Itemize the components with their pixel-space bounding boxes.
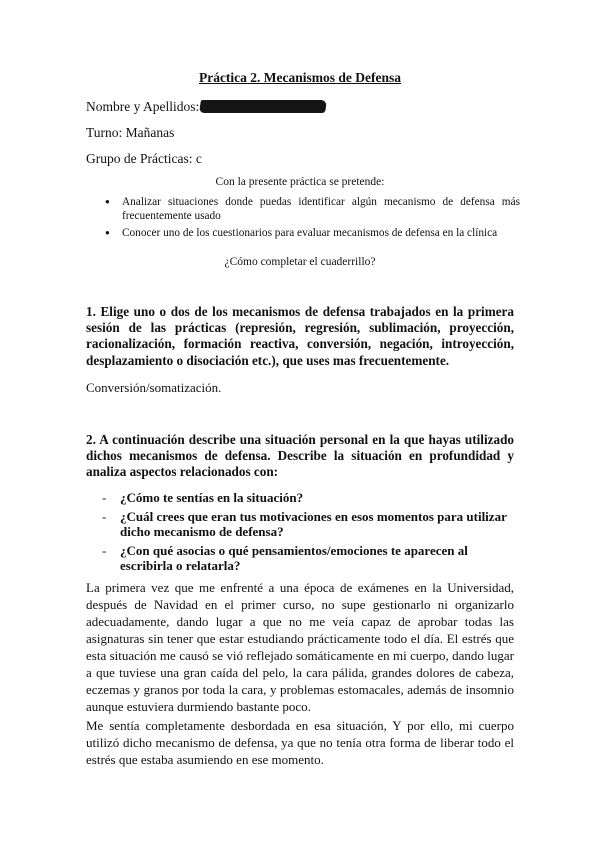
page-title: Práctica 2. Mecanismos de Defensa bbox=[198, 70, 402, 85]
list-item: - ¿Cómo te sentías en la situación? bbox=[100, 490, 520, 506]
name-field bbox=[86, 99, 326, 115]
shift-field: Turno: Mañanas bbox=[86, 125, 175, 140]
redacted-name bbox=[199, 100, 327, 113]
how-to-text: ¿Cómo completar el cuaderrillo? bbox=[224, 256, 376, 268]
answer-1: Conversión/somatización. bbox=[86, 380, 222, 395]
list-item: ● Conocer uno de los cuestionarios para evaluar mecanismos de defensa en la clínica bbox=[100, 226, 520, 240]
name-label: Nombre y Apellidos: bbox=[86, 99, 200, 114]
list-item: ● Analizar situaciones donde puedas identificar algún mecanismo de defensa más frecuentemente usado bbox=[100, 195, 520, 223]
question-2: 2. A continuación describe una situación personal en la que hayas utilizado dichos mecanismos de defensa. Describe la situación en profundidad y analiza aspectos relacionados con: bbox=[86, 432, 514, 480]
answer-2-paragraph-2: Me sentía completamente desbordada en esa situación, Y por ello, mi cuerpo utilizó dicho mecanismo de defensa, ya que no tenía otra forma de liberar todo el estrés que estaba asumiendo en ese momento. bbox=[86, 718, 514, 767]
goals-list bbox=[100, 195, 520, 243]
intro-text: Con la presente práctica se pretende: bbox=[215, 176, 385, 188]
list-item: - ¿Con qué asocias o qué pensamientos/emociones te aparecen al escribirla o relatarla? bbox=[100, 543, 520, 574]
question-1: 1. Elige uno o dos de los mecanismos de defensa trabajados en la primera sesión de las prácticas (represión, regresión, sublimación, proyección, racionalización, formación reactiva, conversión, negación, introyección, desplazamiento o disociación etc.), que uses mas frecuentemente. bbox=[86, 304, 514, 368]
list-item: - ¿Cuál crees que eran tus motivaciones en esos momentos para utilizar dicho mecanismo de defensa? bbox=[100, 509, 520, 540]
group-field: Grupo de Prácticas: c bbox=[86, 151, 202, 166]
answer-2-paragraph-1: La primera vez que me enfrenté a una época de exámenes en la Universidad, después de Navidad en el primer curso, no supe gestionarlo ni organizarlo adecuadamente, dando lugar a que no me veía capaz de aprobar todas las asignaturas sin tener que estar estudiando prácticamente todo el día. El estrés que esta situación me causó se vió reflejado somáticamente en mi cuerpo, dando lugar a que tuviese una gran caída del pelo, la cara pálida, grandes dolores de cabeza, eczemas y granos por toda la cara, y problemas estomacales, además de insomnio aunque estuviera durmiendo bastante poco. bbox=[86, 580, 514, 714]
question-2-subitems bbox=[100, 490, 520, 577]
